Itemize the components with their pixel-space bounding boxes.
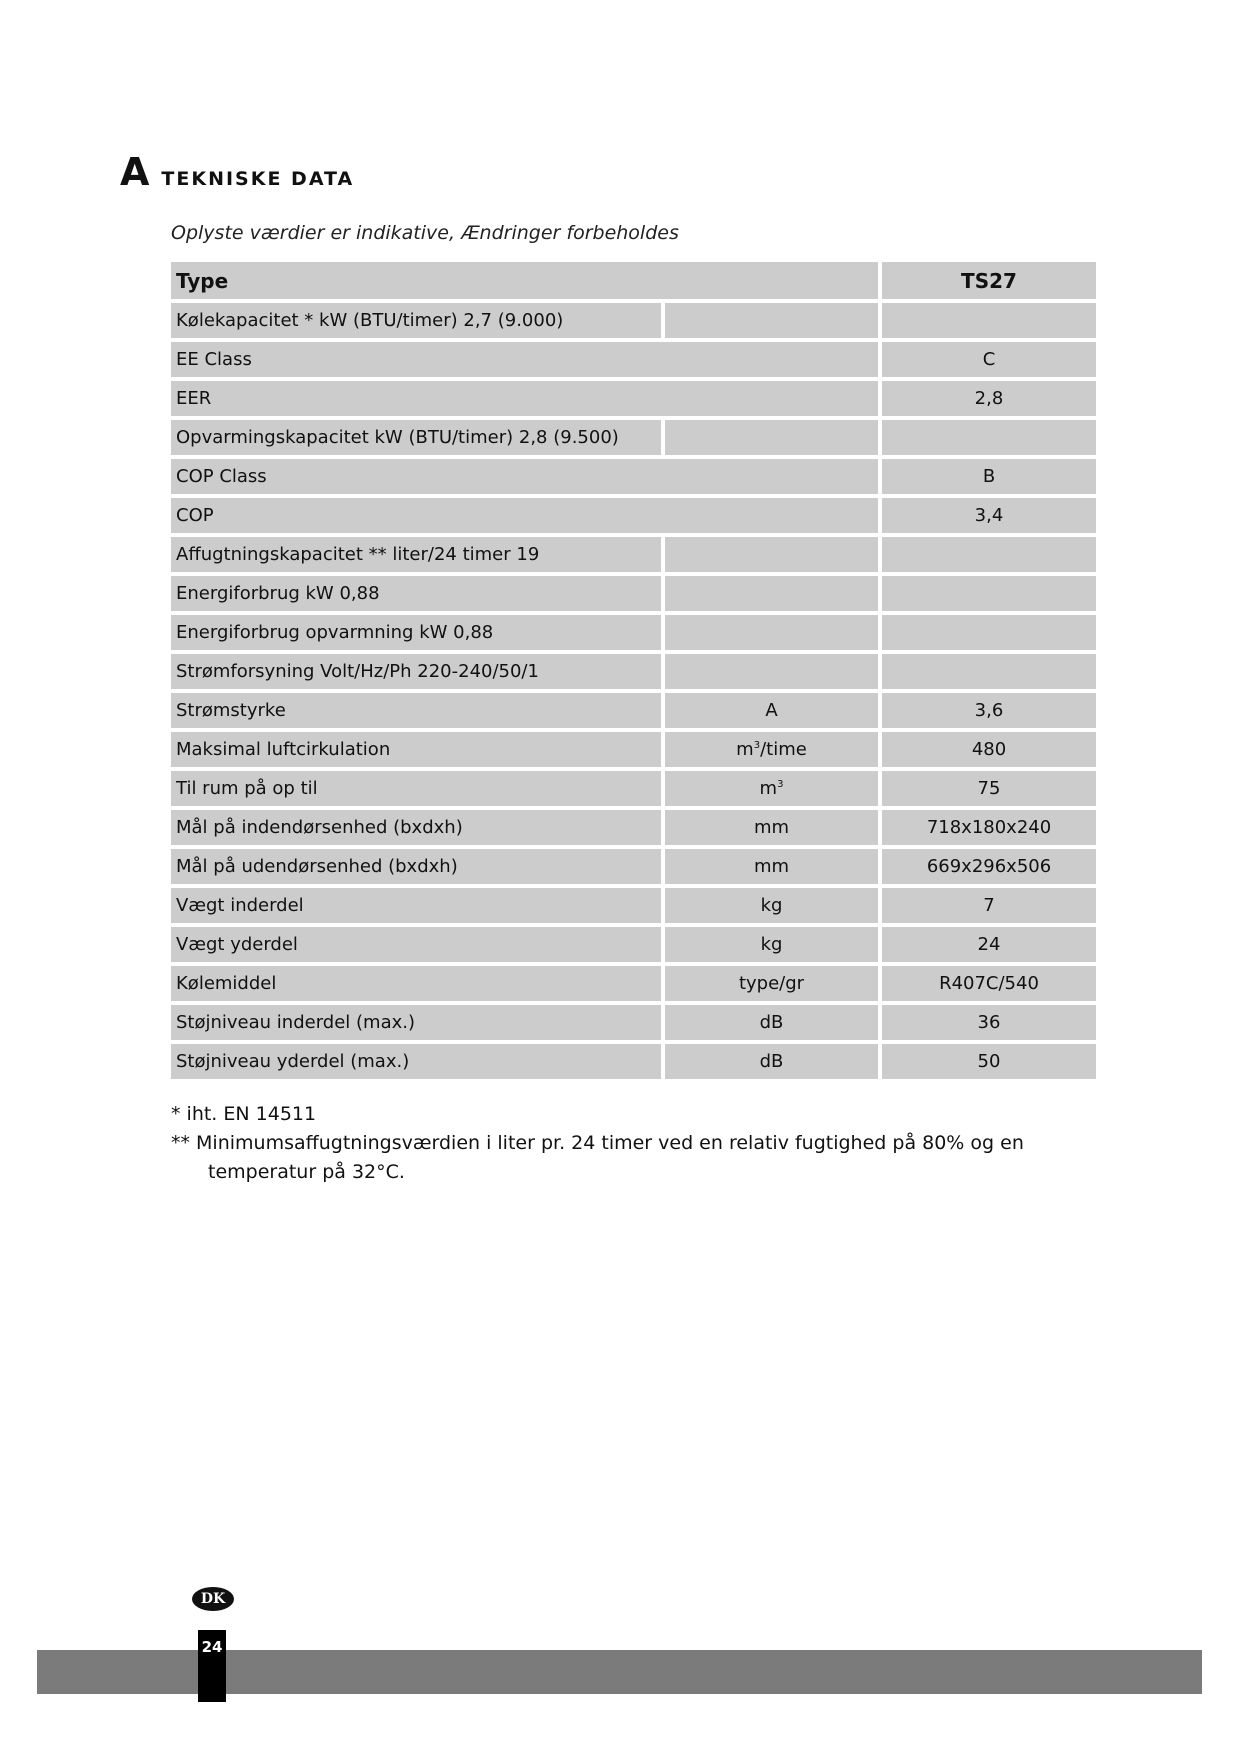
unit-suffix: /time bbox=[760, 739, 807, 760]
row-label: EER bbox=[171, 381, 878, 416]
row-unit bbox=[665, 615, 878, 650]
row-label: Strømforsyning Volt/Hz/Ph 220-240/50/1 bbox=[171, 654, 661, 689]
table-row bbox=[171, 537, 1096, 572]
row-label: Kølemiddel bbox=[171, 966, 661, 1001]
row-label: Opvarmingskapacitet kW (BTU/timer) 2,8 (9.500) bbox=[171, 420, 661, 455]
row-value bbox=[882, 654, 1096, 689]
row-unit: dB bbox=[665, 1044, 878, 1079]
row-label: Energiforbrug opvarmning kW 0,88 bbox=[171, 615, 661, 650]
row-value: 718x180x240 bbox=[882, 810, 1096, 845]
row-unit bbox=[665, 576, 878, 611]
row-value bbox=[882, 537, 1096, 572]
disclaimer-subtitle: Oplyste værdier er indikative, Ændringer forbeholdes bbox=[171, 222, 679, 244]
table-row bbox=[171, 849, 1096, 884]
row-value: 7 bbox=[882, 888, 1096, 923]
row-value: 75 bbox=[882, 771, 1096, 806]
row-unit: kg bbox=[665, 888, 878, 923]
row-value: 24 bbox=[882, 927, 1096, 962]
footnote-dehumidification: ** Minimumsaffugtningsværdien i liter pr. 24 timer ved en relativ fugtighed på 80% og en temperatur på 32°C. bbox=[171, 1132, 1024, 1183]
unit-base: m bbox=[736, 739, 754, 760]
spec-table bbox=[167, 258, 1100, 1083]
row-value bbox=[882, 303, 1096, 338]
row-unit bbox=[665, 771, 878, 806]
row-value: 50 bbox=[882, 1044, 1096, 1079]
row-unit: dB bbox=[665, 1005, 878, 1040]
table-row bbox=[171, 1005, 1096, 1040]
row-unit: kg bbox=[665, 927, 878, 962]
unit-base: m bbox=[759, 778, 778, 799]
table-row bbox=[171, 732, 1096, 767]
table-row bbox=[171, 615, 1096, 650]
row-label: Mål på udendørsenhed (bxdxh) bbox=[171, 849, 661, 884]
table-row bbox=[171, 966, 1096, 1001]
row-value bbox=[882, 576, 1096, 611]
row-label: Affugtningskapacitet ** liter/24 timer 19 bbox=[171, 537, 661, 572]
table-row bbox=[171, 576, 1096, 611]
row-value: 36 bbox=[882, 1005, 1096, 1040]
table-row bbox=[171, 654, 1096, 689]
page-number: 24 bbox=[198, 1630, 226, 1702]
unit-superscript: 3 bbox=[753, 740, 761, 751]
section-heading bbox=[120, 150, 354, 194]
table-header-row bbox=[171, 262, 1096, 299]
table-row bbox=[171, 381, 1096, 416]
table-row bbox=[171, 810, 1096, 845]
row-value: 3,6 bbox=[882, 693, 1096, 728]
table-row bbox=[171, 303, 1096, 338]
row-value: 3,4 bbox=[882, 498, 1096, 533]
section-title: TEKNISKE DATA bbox=[161, 168, 355, 190]
row-unit bbox=[665, 732, 878, 767]
row-label: Maksimal luftcirkulation bbox=[171, 732, 661, 767]
footnotes bbox=[171, 1100, 1108, 1187]
row-unit: type/gr bbox=[665, 966, 878, 1001]
table-row bbox=[171, 693, 1096, 728]
row-value: 2,8 bbox=[882, 381, 1096, 416]
row-value bbox=[882, 420, 1096, 455]
table-row bbox=[171, 342, 1096, 377]
row-unit bbox=[665, 420, 878, 455]
row-value: C bbox=[882, 342, 1096, 377]
table-row bbox=[171, 459, 1096, 494]
row-label: Vægt inderdel bbox=[171, 888, 661, 923]
table-row bbox=[171, 771, 1096, 806]
header-model: TS27 bbox=[882, 262, 1096, 299]
table-row bbox=[171, 498, 1096, 533]
row-unit bbox=[665, 303, 878, 338]
row-unit bbox=[665, 537, 878, 572]
row-value bbox=[882, 615, 1096, 650]
row-label: Støjniveau inderdel (max.) bbox=[171, 1005, 661, 1040]
country-badge: DK bbox=[192, 1587, 234, 1611]
row-label: Kølekapacitet * kW (BTU/timer) 2,7 (9.000) bbox=[171, 303, 661, 338]
row-unit: mm bbox=[665, 849, 878, 884]
header-type-label: Type bbox=[171, 262, 878, 299]
row-label: Mål på indendørsenhed (bxdxh) bbox=[171, 810, 661, 845]
row-label: Vægt yderdel bbox=[171, 927, 661, 962]
row-value: 669x296x506 bbox=[882, 849, 1096, 884]
row-value: R407C/540 bbox=[882, 966, 1096, 1001]
row-unit: mm bbox=[665, 810, 878, 845]
footnote-standard: * iht. EN 14511 bbox=[171, 1103, 317, 1125]
table-row bbox=[171, 888, 1096, 923]
row-value: B bbox=[882, 459, 1096, 494]
row-unit: A bbox=[665, 693, 878, 728]
row-label: EE Class bbox=[171, 342, 878, 377]
row-label: Strømstyrke bbox=[171, 693, 661, 728]
table-row bbox=[171, 1044, 1096, 1079]
table-row bbox=[171, 927, 1096, 962]
section-letter: A bbox=[120, 150, 150, 194]
row-label: Støjniveau yderdel (max.) bbox=[171, 1044, 661, 1079]
row-label: COP Class bbox=[171, 459, 878, 494]
row-unit bbox=[665, 654, 878, 689]
row-value: 480 bbox=[882, 732, 1096, 767]
row-label: COP bbox=[171, 498, 878, 533]
row-label: Energiforbrug kW 0,88 bbox=[171, 576, 661, 611]
table-row bbox=[171, 420, 1096, 455]
row-label: Til rum på op til bbox=[171, 771, 661, 806]
unit-superscript: 3 bbox=[777, 779, 784, 790]
